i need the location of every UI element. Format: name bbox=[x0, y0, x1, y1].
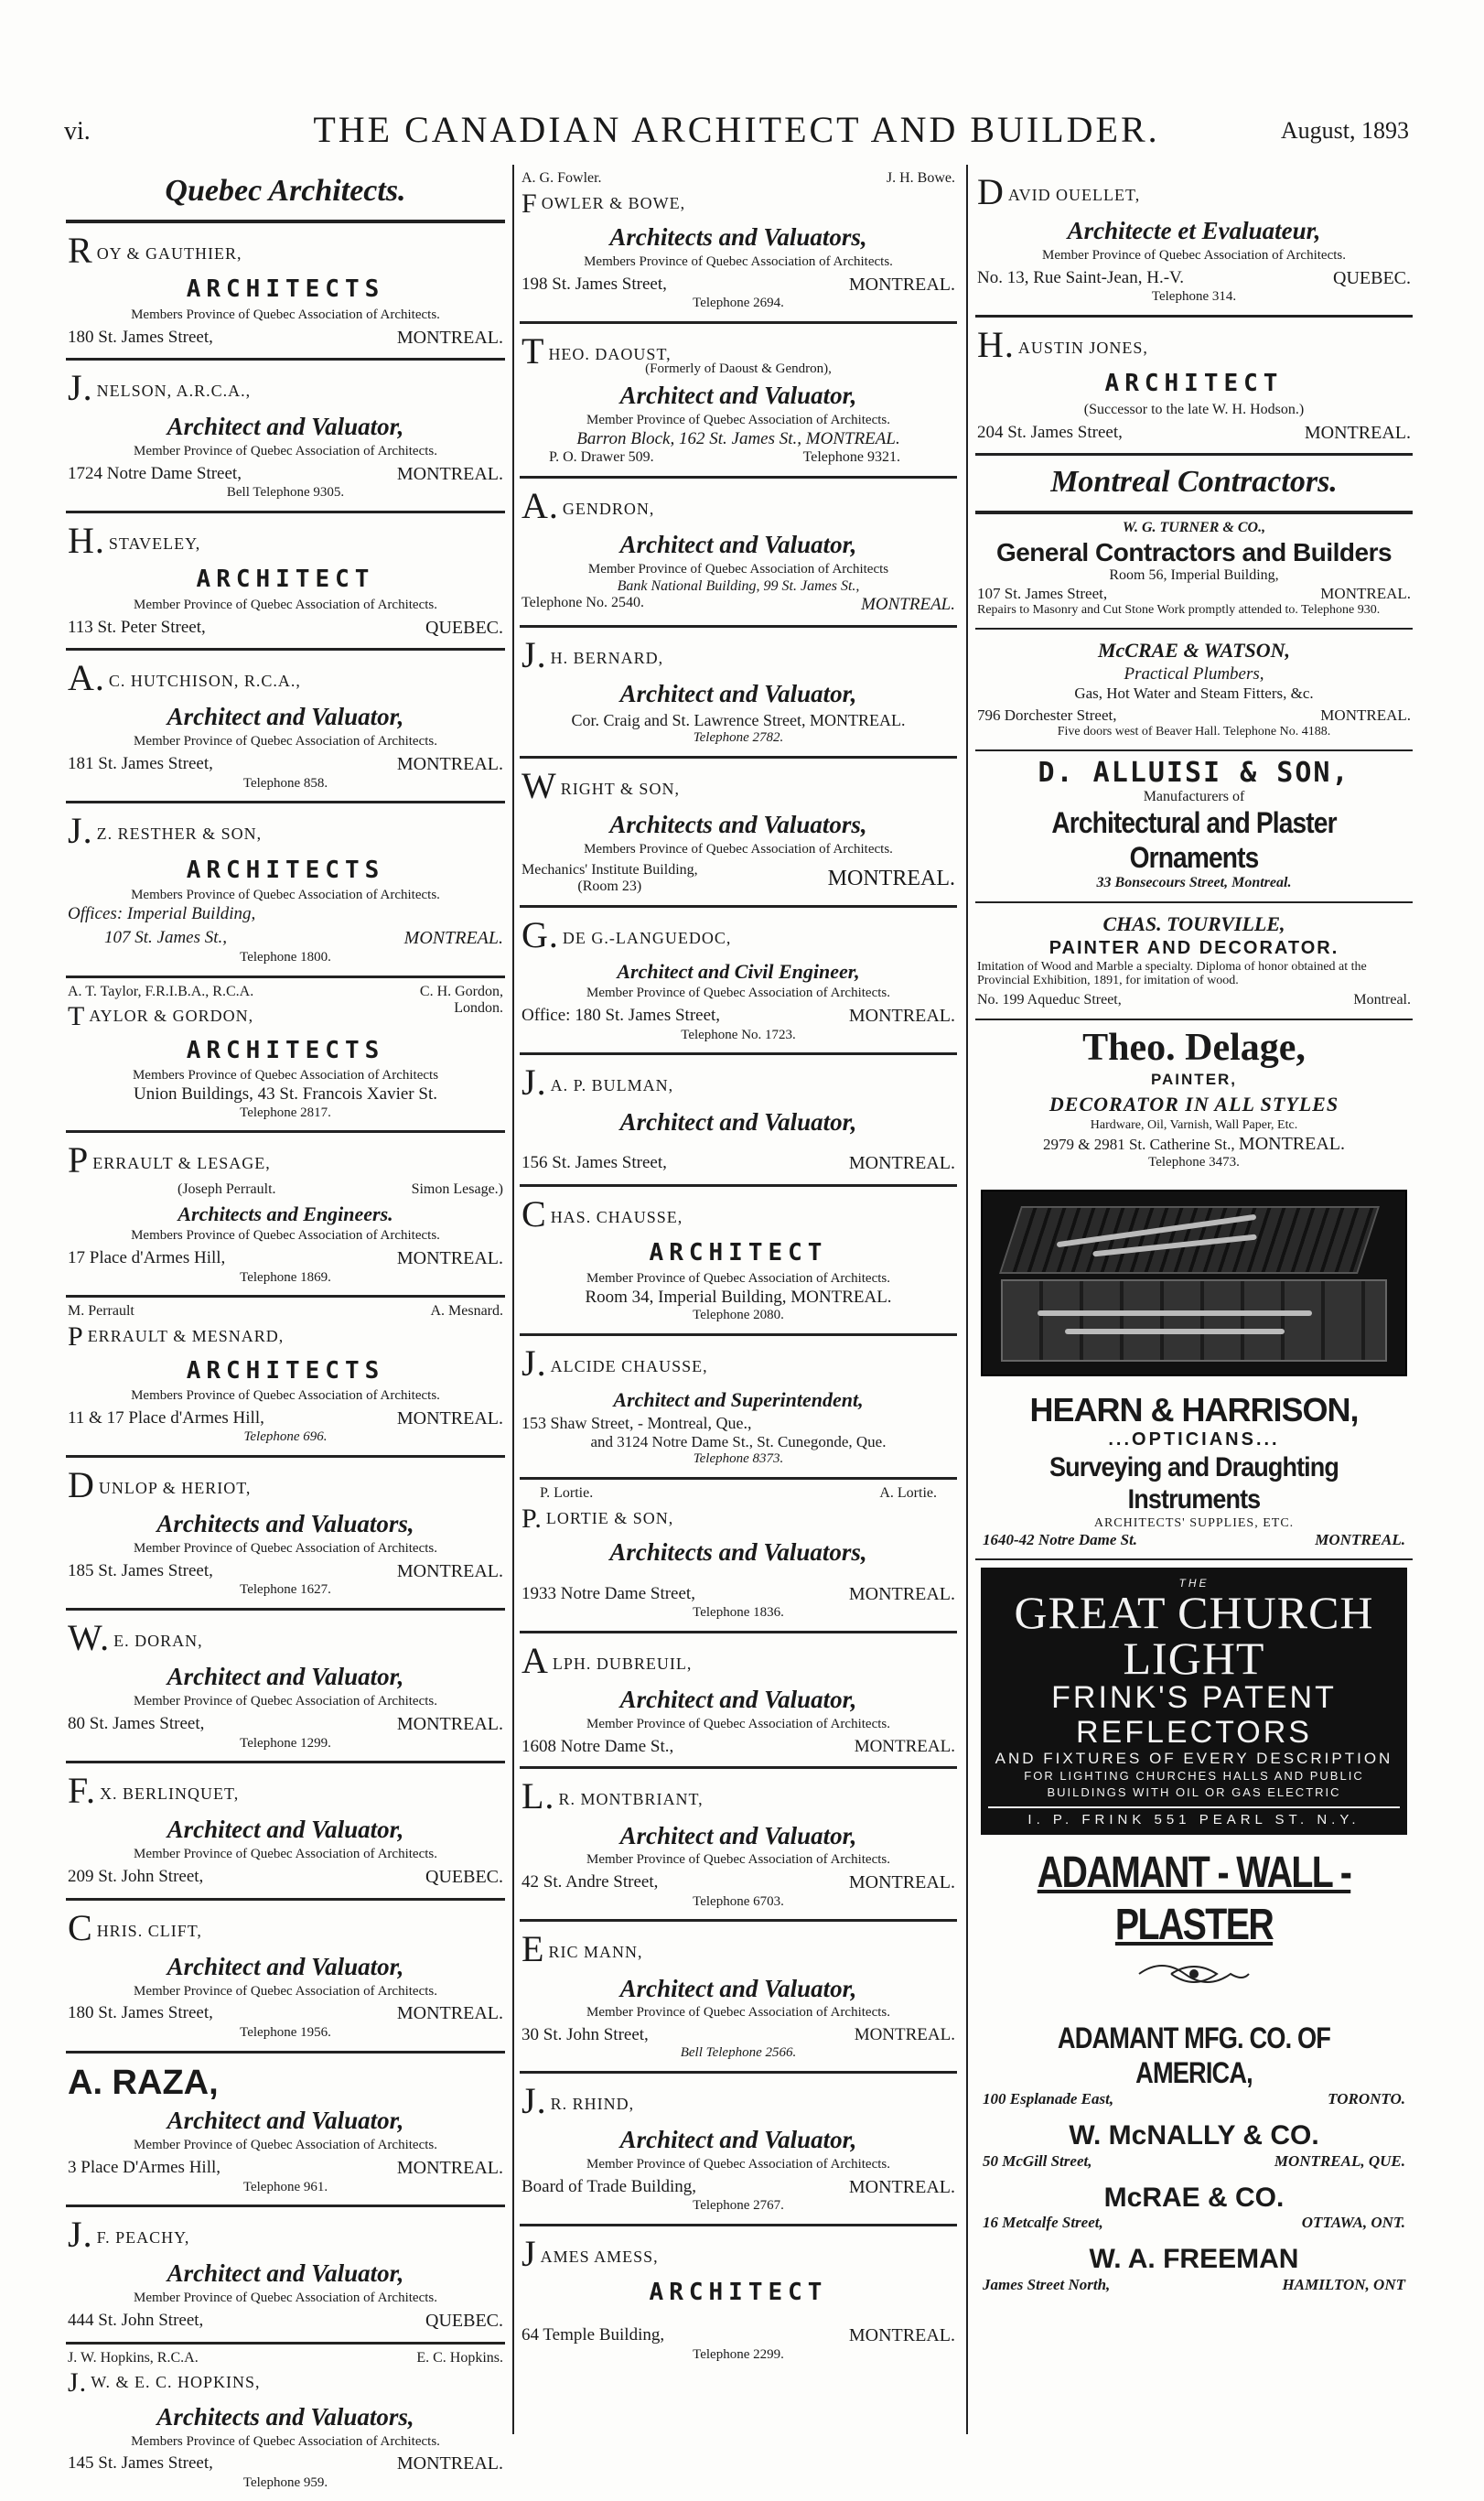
ad-role: Architect and Valuator, bbox=[619, 381, 857, 409]
ad-telephone: Telephone 1956. bbox=[240, 2024, 331, 2040]
ad-address: 153 Shaw Street, - Montreal, Que., bbox=[522, 1413, 752, 1432]
ad-role: PAINTER AND DECORATOR. bbox=[1048, 938, 1339, 959]
ad-address: Cor. Craig and St. Lawrence Street, MONTREAL. bbox=[571, 710, 906, 729]
ad-address-row: 1724 Notre Dame Street, MONTREAL. bbox=[68, 463, 503, 484]
ad-clift bbox=[66, 1901, 505, 2054]
ad-name: P. LORTIE & SON, bbox=[522, 1503, 674, 1534]
ad-name: H. STAVELEY, bbox=[68, 520, 201, 562]
ad-montbriant bbox=[520, 1769, 957, 1922]
ad-address-row: 42 St. Andre Street, MONTREAL. bbox=[522, 1872, 955, 1893]
ad-address-row: 64 Temple Building, MONTREAL. bbox=[522, 2325, 955, 2346]
ad-telephone: Telephone 2817. bbox=[240, 1105, 331, 1120]
ad-role: Architect and Valuator, bbox=[619, 530, 857, 558]
ad-ouellet bbox=[975, 165, 1413, 318]
ad-telephone: Telephone 1800. bbox=[240, 949, 331, 965]
ad-name: FRINK'S PATENT REFLECTORS bbox=[1051, 1680, 1337, 1750]
ad-address-row: 209 St. John Street, QUEBEC. bbox=[68, 1866, 503, 1887]
ad-partners: (Joseph Perrault. Simon Lesage.) bbox=[177, 1181, 503, 1198]
ad-chausse bbox=[520, 1187, 957, 1336]
column-middle bbox=[520, 165, 957, 2407]
ad-name: J. NELSON, A.R.C.A., bbox=[68, 367, 252, 409]
ad-label: ARCHITECT bbox=[649, 1239, 828, 1267]
ad-address-row: 100 Esplanade East, TORONTO. bbox=[983, 2090, 1405, 2108]
ad-role: Architects and Valuators, bbox=[156, 2402, 414, 2431]
ad-role: Architect and Valuator, bbox=[619, 1107, 857, 1136]
ad-role: Architects and Valuators, bbox=[156, 1510, 414, 1538]
ad-membership: Member Province of Quebec Association of Architects. bbox=[586, 1717, 890, 1732]
ad-name: F. X. BERLINQUET, bbox=[68, 1770, 240, 1812]
ad-name: J. R. RHIND, bbox=[522, 2080, 635, 2122]
ad-lortie bbox=[520, 1480, 957, 1633]
page-header bbox=[64, 108, 1409, 154]
ad-telephone: Telephone 6703. bbox=[693, 1893, 784, 1909]
ad-role: Architects and Valuators, bbox=[609, 223, 867, 252]
ad-address-row: 181 St. James Street, MONTREAL. bbox=[68, 754, 503, 775]
ad-label: ARCHITECTS bbox=[186, 275, 385, 304]
ad-role: Practical Plumbers, bbox=[1124, 663, 1264, 684]
ad-label: ARCHITECT bbox=[1104, 370, 1284, 398]
ad-address-row: Office: 180 St. James Street, MONTREAL. bbox=[522, 1006, 955, 1027]
ad-role: Architect and Valuator, bbox=[167, 1952, 404, 1980]
issue-date: August, 1893 bbox=[1280, 117, 1409, 144]
ad-hearn-harrison bbox=[975, 1385, 1413, 1560]
ad-telephone: Telephone 8373. bbox=[693, 1451, 784, 1467]
ad-tourville bbox=[975, 903, 1413, 1019]
ad-membership: Members Province of Quebec Association of Architects. bbox=[131, 307, 440, 322]
ad-hopkins bbox=[66, 2345, 505, 2501]
ad-membership: Member Province of Quebec Association of Architects. bbox=[134, 598, 437, 613]
ad-membership: Member Province of Quebec Association of Architects. bbox=[134, 2291, 437, 2306]
ad-role: Architect and Valuator, bbox=[619, 2126, 857, 2154]
ad-address-2: and 3124 Notre Dame St., St. Cunegonde, Que. bbox=[590, 1433, 887, 1451]
ad-subtitle: (Formerly of Daoust & Gendron), bbox=[645, 361, 832, 377]
ad-staveley bbox=[66, 513, 505, 651]
ad-address-row: 1608 Notre Dame St., MONTREAL. bbox=[522, 1736, 955, 1756]
ad-membership: Member Province of Quebec Association of Architects. bbox=[586, 986, 890, 1001]
ad-telephone: Telephone 1299. bbox=[240, 1735, 331, 1751]
ad-name: WRIGHT & SON, bbox=[522, 764, 680, 806]
ad-name: G. DE G.-LANGUEDOC, bbox=[522, 914, 732, 956]
ad-address-row: 1640-42 Notre Dame St. MONTREAL. bbox=[983, 1531, 1405, 1549]
ad-subtitle: ...OPTICIANS... bbox=[1108, 1429, 1280, 1450]
ad-name: Theo. Delage, bbox=[1082, 1026, 1306, 1069]
ad-agent-mcrae: McRAE & CO. bbox=[1103, 2182, 1285, 2213]
ad-mccrae-watson bbox=[975, 630, 1413, 751]
ad-name: CHRIS. CLIFT, bbox=[68, 1906, 202, 1948]
column-divider bbox=[966, 165, 968, 2434]
ad-address-row: 1933 Notre Dame Street, MONTREAL. bbox=[522, 1583, 955, 1604]
ad-name: W. E. DORAN, bbox=[68, 1617, 203, 1659]
ad-address-row: James Street North, HAMILTON, ONT bbox=[983, 2275, 1405, 2293]
frink-reflectors-ad bbox=[981, 1568, 1407, 1835]
ad-telephone: Telephone 314. bbox=[1151, 289, 1237, 305]
ad-membership: Member Province of Quebec Association of Architects. bbox=[134, 1847, 437, 1862]
ad-name: J. Z. RESTHER & SON, bbox=[68, 810, 263, 852]
ad-description: Gas, Hot Water and Steam Fitters, &c. bbox=[1074, 685, 1314, 703]
ad-offices: Offices: Imperial Building, bbox=[68, 903, 256, 923]
ad-label: ARCHITECTS bbox=[186, 856, 385, 884]
ad-name: J. A. P. BULMAN, bbox=[522, 1062, 674, 1104]
ad-name: DUNLOP & HERIOT, bbox=[68, 1464, 252, 1506]
ad-role: Architects and Valuators, bbox=[609, 810, 867, 838]
ad-role: Architect and Valuator, bbox=[167, 2259, 404, 2288]
ad-address-row: 107 St. James St., MONTREAL. bbox=[104, 928, 503, 949]
ad-telephone: Bell Telephone 2566. bbox=[680, 2045, 797, 2061]
ad-roy-gauthier bbox=[66, 223, 505, 361]
ad-role: Architect and Civil Engineer, bbox=[617, 960, 860, 984]
ad-rhind bbox=[520, 2074, 957, 2226]
ad-role: Architect and Valuator, bbox=[619, 1686, 857, 1714]
column-left bbox=[66, 165, 505, 2490]
ad-telephone: Telephone 2767. bbox=[693, 2198, 784, 2214]
ad-name: W. G. TURNER & CO., bbox=[1122, 520, 1266, 536]
column-divider bbox=[512, 165, 514, 2434]
ad-address-row: No. 199 Aqueduc Street, Montreal. bbox=[977, 991, 1411, 1008]
ad-company: ADAMANT MFG. CO. OF AMERICA, bbox=[1057, 2021, 1331, 2089]
ad-role: Architect and Valuator, bbox=[167, 413, 404, 441]
masthead-title: THE CANADIAN ARCHITECT AND BUILDER. bbox=[313, 109, 1160, 150]
ad-address-row: 204 St. James Street, MONTREAL. bbox=[977, 422, 1411, 443]
ad-address-row: 80 St. James Street, MONTREAL. bbox=[68, 1713, 503, 1734]
ad-po-row: P. O. Drawer 509. Telephone 9321. bbox=[549, 448, 900, 465]
ad-jones bbox=[975, 318, 1413, 456]
ad-telephone: Telephone 2782. bbox=[693, 730, 784, 746]
ad-membership: Member Province of Quebec Association of Architects. bbox=[586, 1270, 890, 1286]
ad-title: ADAMANT - WALL - PLASTER bbox=[1037, 1849, 1351, 1950]
ad-taylor-gordon bbox=[66, 978, 505, 1134]
ad-description: Repairs to Masonry and Cut Stone Work promptly attended to. Telephone 930. bbox=[977, 603, 1381, 618]
ad-membership: Member Province of Quebec Association of Architects. bbox=[134, 2138, 437, 2153]
ad-membership: Member Province of Quebec Association of Architects. bbox=[134, 1541, 437, 1557]
ad-name: CHAS. TOURVILLE, bbox=[1102, 912, 1285, 936]
ad-title: General Contractors and Builders bbox=[995, 538, 1393, 567]
ad-mann bbox=[520, 1922, 957, 2074]
ad-membership: Members Province of Quebec Association of Architects. bbox=[131, 2433, 440, 2449]
ad-name: DAVID OUELLET, bbox=[977, 171, 1141, 212]
ad-role: Architect and Valuator, bbox=[167, 2107, 404, 2135]
ad-address-row: Board of Trade Building, MONTREAL. bbox=[522, 2176, 955, 2197]
ad-name: D. ALLUISI & SON, bbox=[1038, 756, 1350, 789]
ad-doran bbox=[66, 1611, 505, 1763]
ad-role: Architect and Valuator, bbox=[167, 1816, 404, 1844]
ad-name: A. C. HUTCHISON, R.C.A., bbox=[68, 657, 301, 699]
ad-membership: Member Province of Quebec Association of Architects. bbox=[586, 2005, 890, 2021]
ad-bulman bbox=[520, 1055, 957, 1187]
ad-room: Room 56, Imperial Building, bbox=[1109, 567, 1279, 584]
ad-role: Architects and Engineers. bbox=[177, 1202, 393, 1226]
ad-label: ARCHITECTS bbox=[186, 1356, 385, 1385]
section-title-contractors: Montreal Contractors. bbox=[975, 456, 1413, 514]
ad-address-row: 180 St. James Street, MONTREAL. bbox=[68, 327, 503, 348]
ad-name: J. W. & E. C. HOPKINS, bbox=[68, 2367, 261, 2399]
ad-nelson bbox=[66, 361, 505, 513]
ad-label: ARCHITECT bbox=[196, 566, 375, 594]
ad-telephone: Telephone 959. bbox=[242, 2474, 328, 2490]
ad-dubreuil bbox=[520, 1633, 957, 1769]
ad-title: Surveying and Draughting Instruments bbox=[1049, 1451, 1339, 1515]
ad-telephone: Telephone 1836. bbox=[693, 1605, 784, 1621]
ad-role: Architect and Valuator, bbox=[619, 680, 857, 707]
ad-address: Union Buildings, 43 St. Francois Xavier St. bbox=[134, 1084, 437, 1105]
ad-agent-freeman: W. A. FREEMAN bbox=[1089, 2244, 1299, 2275]
ad-address-row: 444 St. John Street, QUEBEC. bbox=[68, 2310, 503, 2331]
ad-subtitle: (Successor to the late W. H. Hodson.) bbox=[1083, 401, 1305, 417]
ad-membership: Member Province of Quebec Association of Architects. bbox=[134, 1694, 437, 1709]
ad-role: Architect and Superintendent, bbox=[613, 1387, 864, 1411]
ad-name: ERIC MANN, bbox=[522, 1928, 643, 1970]
ad-languedoc bbox=[520, 908, 957, 1055]
ad-title: Architectural and Plaster Ornaments bbox=[1051, 805, 1337, 874]
ad-wright bbox=[520, 759, 957, 908]
ad-label: ARCHITECTS bbox=[186, 1036, 385, 1064]
ad-name: J. F. PEACHY, bbox=[68, 2214, 190, 2256]
ad-telephone: Telephone 1869. bbox=[240, 1269, 331, 1285]
ad-address: Bank National Building, 99 St. James St., bbox=[617, 577, 860, 594]
ad-name: PERRAULT & LESAGE, bbox=[68, 1139, 271, 1181]
ad-subtitle: Five doors west of Beaver Hall. Telephone No. 4188. bbox=[1057, 725, 1331, 739]
ad-telephone: Telephone 696. bbox=[243, 1429, 328, 1445]
ad-telephone: Telephone 2080. bbox=[693, 1307, 784, 1322]
ad-telephone: Telephone 2299. bbox=[693, 2346, 784, 2362]
ad-title: GREAT CHURCH LIGHT bbox=[1014, 1587, 1374, 1685]
ad-address: Room 34, Imperial Building, MONTREAL. bbox=[585, 1287, 892, 1307]
ad-membership: Member Province of Quebec Association of Architects bbox=[587, 561, 889, 577]
ad-address-row: 198 St. James Street, MONTREAL. bbox=[522, 274, 955, 295]
ad-address-row: 17 Place d'Armes Hill, MONTREAL. bbox=[68, 1247, 503, 1268]
ad-membership: Member Province of Quebec Association of Architects. bbox=[586, 412, 890, 427]
ad-address-row: 16 Metcalfe Street, OTTAWA, ONT. bbox=[983, 2214, 1405, 2232]
ad-membership: Member Province of Quebec Association of Architects. bbox=[134, 734, 437, 749]
ad-address-row: 3 Place D'Armes Hill, MONTREAL. bbox=[68, 2157, 503, 2178]
ad-membership: Member Province of Quebec Association of Architects. bbox=[586, 1852, 890, 1868]
ad-label: ARCHITECT bbox=[649, 2279, 828, 2307]
ad-name: ROY & GAUTHIER, bbox=[68, 230, 242, 271]
section-title-quebec: Quebec Architects. bbox=[66, 165, 505, 223]
ad-name: A. GENDRON, bbox=[522, 484, 655, 526]
ad-role: Architecte et Evaluateur, bbox=[1067, 217, 1321, 245]
ad-amess bbox=[520, 2226, 957, 2372]
ad-fowler-bowe bbox=[520, 165, 957, 324]
ad-telephone: Telephone No. 1723. bbox=[681, 1027, 796, 1042]
ad-telephone: Bell Telephone 9305. bbox=[226, 485, 345, 501]
ad-membership: Member Province of Quebec Association of Architects. bbox=[134, 444, 437, 459]
ad-address-row: 11 & 17 Place d'Armes Hill, MONTREAL. bbox=[68, 1407, 503, 1428]
ad-partners: J. W. Hopkins, R.C.A. E. C. Hopkins. bbox=[68, 2349, 503, 2366]
ad-role: Architect and Valuator, bbox=[619, 1974, 857, 2002]
ad-name: H. AUSTIN JONES, bbox=[977, 324, 1148, 366]
ad-name: McCRAE & WATSON, bbox=[1097, 638, 1291, 662]
ad-peachy bbox=[66, 2207, 505, 2344]
ad-bernard bbox=[520, 628, 957, 759]
ad-agent-mcnally: W. McNALLY & CO. bbox=[1069, 2120, 1319, 2151]
ad-address-row: 30 St. John Street, MONTREAL. bbox=[522, 2025, 955, 2045]
page-number: vi. bbox=[64, 117, 91, 146]
ad-membership: Member Province of Quebec Association of Architects. bbox=[586, 2157, 890, 2172]
ad-address-row: 107 St. James Street, MONTREAL. bbox=[977, 585, 1411, 603]
ad-address-row: 185 St. James Street, MONTREAL. bbox=[68, 1560, 503, 1581]
ad-partners: P. Lortie. A. Lortie. bbox=[540, 1484, 937, 1501]
ad-alluisi bbox=[975, 751, 1413, 904]
ad-address-row: 156 St. James Street, MONTREAL. bbox=[522, 1153, 955, 1174]
ad-dunlop-heriot bbox=[66, 1458, 505, 1611]
ad-address: I. P. FRINK 551 PEARL ST. N.Y. bbox=[988, 1806, 1400, 1827]
ad-name: J. ALCIDE CHAUSSE, bbox=[522, 1342, 708, 1384]
ad-name: CHAS. CHAUSSE, bbox=[522, 1193, 683, 1235]
ad-adamant bbox=[975, 1842, 1413, 2302]
ad-membership: Members Province of Quebec Association of Architects bbox=[132, 1068, 439, 1083]
ad-name: JAMES AMESS, bbox=[522, 2233, 659, 2275]
flourish-icon bbox=[1135, 1956, 1253, 1992]
ad-membership: Members Province of Quebec Association of Architects. bbox=[131, 888, 440, 903]
ad-hutchison bbox=[66, 651, 505, 803]
ad-address: 2979 & 2981 St. Catherine St., MONTREAL. bbox=[1042, 1133, 1346, 1154]
ad-membership: Members Province of Quebec Association of Architects. bbox=[131, 1228, 440, 1244]
ad-perrault-lesage bbox=[66, 1133, 505, 1298]
ad-role: Architects and Valuators, bbox=[609, 1538, 867, 1567]
column-right bbox=[975, 165, 1413, 2407]
ad-role: Architect and Valuator, bbox=[619, 1821, 857, 1849]
ad-supplies: ARCHITECTS' SUPPLIES, ETC. bbox=[1093, 1515, 1295, 1530]
ad-description: FOR LIGHTING CHURCHES HALLS AND PUBLIC BUILDINGS WITH OIL OR GAS ELECTRIC bbox=[1024, 1769, 1364, 1800]
ad-telephone: Telephone 858. bbox=[242, 775, 328, 791]
ad-name: ALPH. DUBREUIL, bbox=[522, 1640, 693, 1682]
ad-telephone: Telephone 961. bbox=[242, 2179, 328, 2194]
drawing-instruments-illustration bbox=[981, 1190, 1407, 1376]
ad-partners: A. G. Fowler. J. H. Bowe. bbox=[522, 170, 955, 186]
ad-address-row: 145 St. James Street, MONTREAL. bbox=[68, 2453, 503, 2474]
ad-role: Architect and Valuator, bbox=[167, 1663, 404, 1691]
ad-address-row: 50 McGill Street, MONTREAL, QUE. bbox=[983, 2151, 1405, 2170]
ad-name: FOWLER & BOWE, bbox=[522, 188, 686, 219]
ad-name: HEARN & HARRISON, bbox=[1029, 1390, 1359, 1428]
ad-description: Hardware, Oil, Varnish, Wall Paper, Etc. bbox=[1090, 1118, 1298, 1133]
ad-kicker: THE bbox=[1178, 1577, 1210, 1590]
ad-subtitle: Manufacturers of bbox=[1143, 789, 1245, 805]
ad-name: TAYLOR & GORDON, bbox=[68, 1001, 254, 1032]
flourish-ornament bbox=[977, 1956, 1411, 2001]
ad-address-row: 796 Dorchester Street, MONTREAL. bbox=[977, 706, 1411, 725]
ad-address-row: Mechanics' Institute Building, (Room 23) MONTREAL. bbox=[522, 861, 955, 895]
ad-membership: Member Province of Quebec Association of Architects. bbox=[134, 1983, 437, 1999]
ad-telephone: Telephone 1627. bbox=[240, 1582, 331, 1598]
ad-membership: Members Province of Quebec Association of Architects. bbox=[131, 1388, 440, 1404]
ad-address: 33 Bonsecours Street, Montreal. bbox=[1096, 875, 1292, 891]
ad-telephone: Telephone 2694. bbox=[693, 296, 784, 311]
ad-raza bbox=[66, 2054, 505, 2208]
ad-berlinquet bbox=[66, 1763, 505, 1900]
ad-name: A. RAZA, bbox=[68, 2063, 219, 2102]
ad-description: Imitation of Wood and Marble a specialty. Diploma of honor obtained at the Provincial Exhibition, 1891, for imitation of wood. bbox=[977, 959, 1367, 988]
ad-subtitle: AND FIXTURES OF EVERY DESCRIPTION bbox=[995, 1750, 1393, 1768]
ad-membership: Members Province of Quebec Association of Architects. bbox=[584, 841, 893, 857]
ad-name-row: TAYLOR & GORDON, London. bbox=[68, 1000, 503, 1032]
ad-role: Architect and Valuator, bbox=[167, 703, 404, 731]
ad-name: PERRAULT & MESNARD, bbox=[68, 1321, 285, 1353]
ad-perrault-mesnard bbox=[66, 1298, 505, 1458]
ad-tel-row: Telephone No. 2540. MONTREAL. bbox=[522, 595, 955, 615]
ad-name: L. R. MONTBRIANT, bbox=[522, 1775, 704, 1817]
ad-daoust bbox=[520, 324, 957, 479]
ad-address-row: 113 St. Peter Street, QUEBEC. bbox=[68, 617, 503, 638]
ad-membership: Members Province of Quebec Association of Architects. bbox=[584, 254, 893, 270]
ad-resther bbox=[66, 803, 505, 977]
ad-partners: M. Perrault A. Mesnard. bbox=[68, 1303, 503, 1320]
ad-name: THEO. DAOUST, bbox=[522, 330, 672, 372]
ad-address: Barron Block, 162 St. James St., MONTREAL. bbox=[576, 428, 900, 448]
ad-name: J. H. BERNARD, bbox=[522, 633, 664, 675]
ad-delage bbox=[975, 1020, 1413, 1180]
ad-gendron bbox=[520, 479, 957, 628]
ad-alcide-chausse bbox=[520, 1336, 957, 1480]
ad-role: PAINTER, bbox=[1150, 1071, 1238, 1089]
ad-membership: Member Province of Quebec Association of Architects. bbox=[1042, 248, 1346, 264]
ad-telephone: Telephone 3473. bbox=[1148, 1155, 1240, 1170]
ad-turner bbox=[975, 514, 1413, 629]
ad-partners: A. T. Taylor, F.R.I.B.A., R.C.A. C. H. Gordon, bbox=[68, 983, 503, 999]
ad-address-row: 180 St. James Street, MONTREAL. bbox=[68, 2003, 503, 2024]
ad-tagline: DECORATOR IN ALL STYLES bbox=[1048, 1093, 1339, 1116]
ad-address-row: No. 13, Rue Saint-Jean, H.-V. QUEBEC. bbox=[977, 267, 1411, 288]
